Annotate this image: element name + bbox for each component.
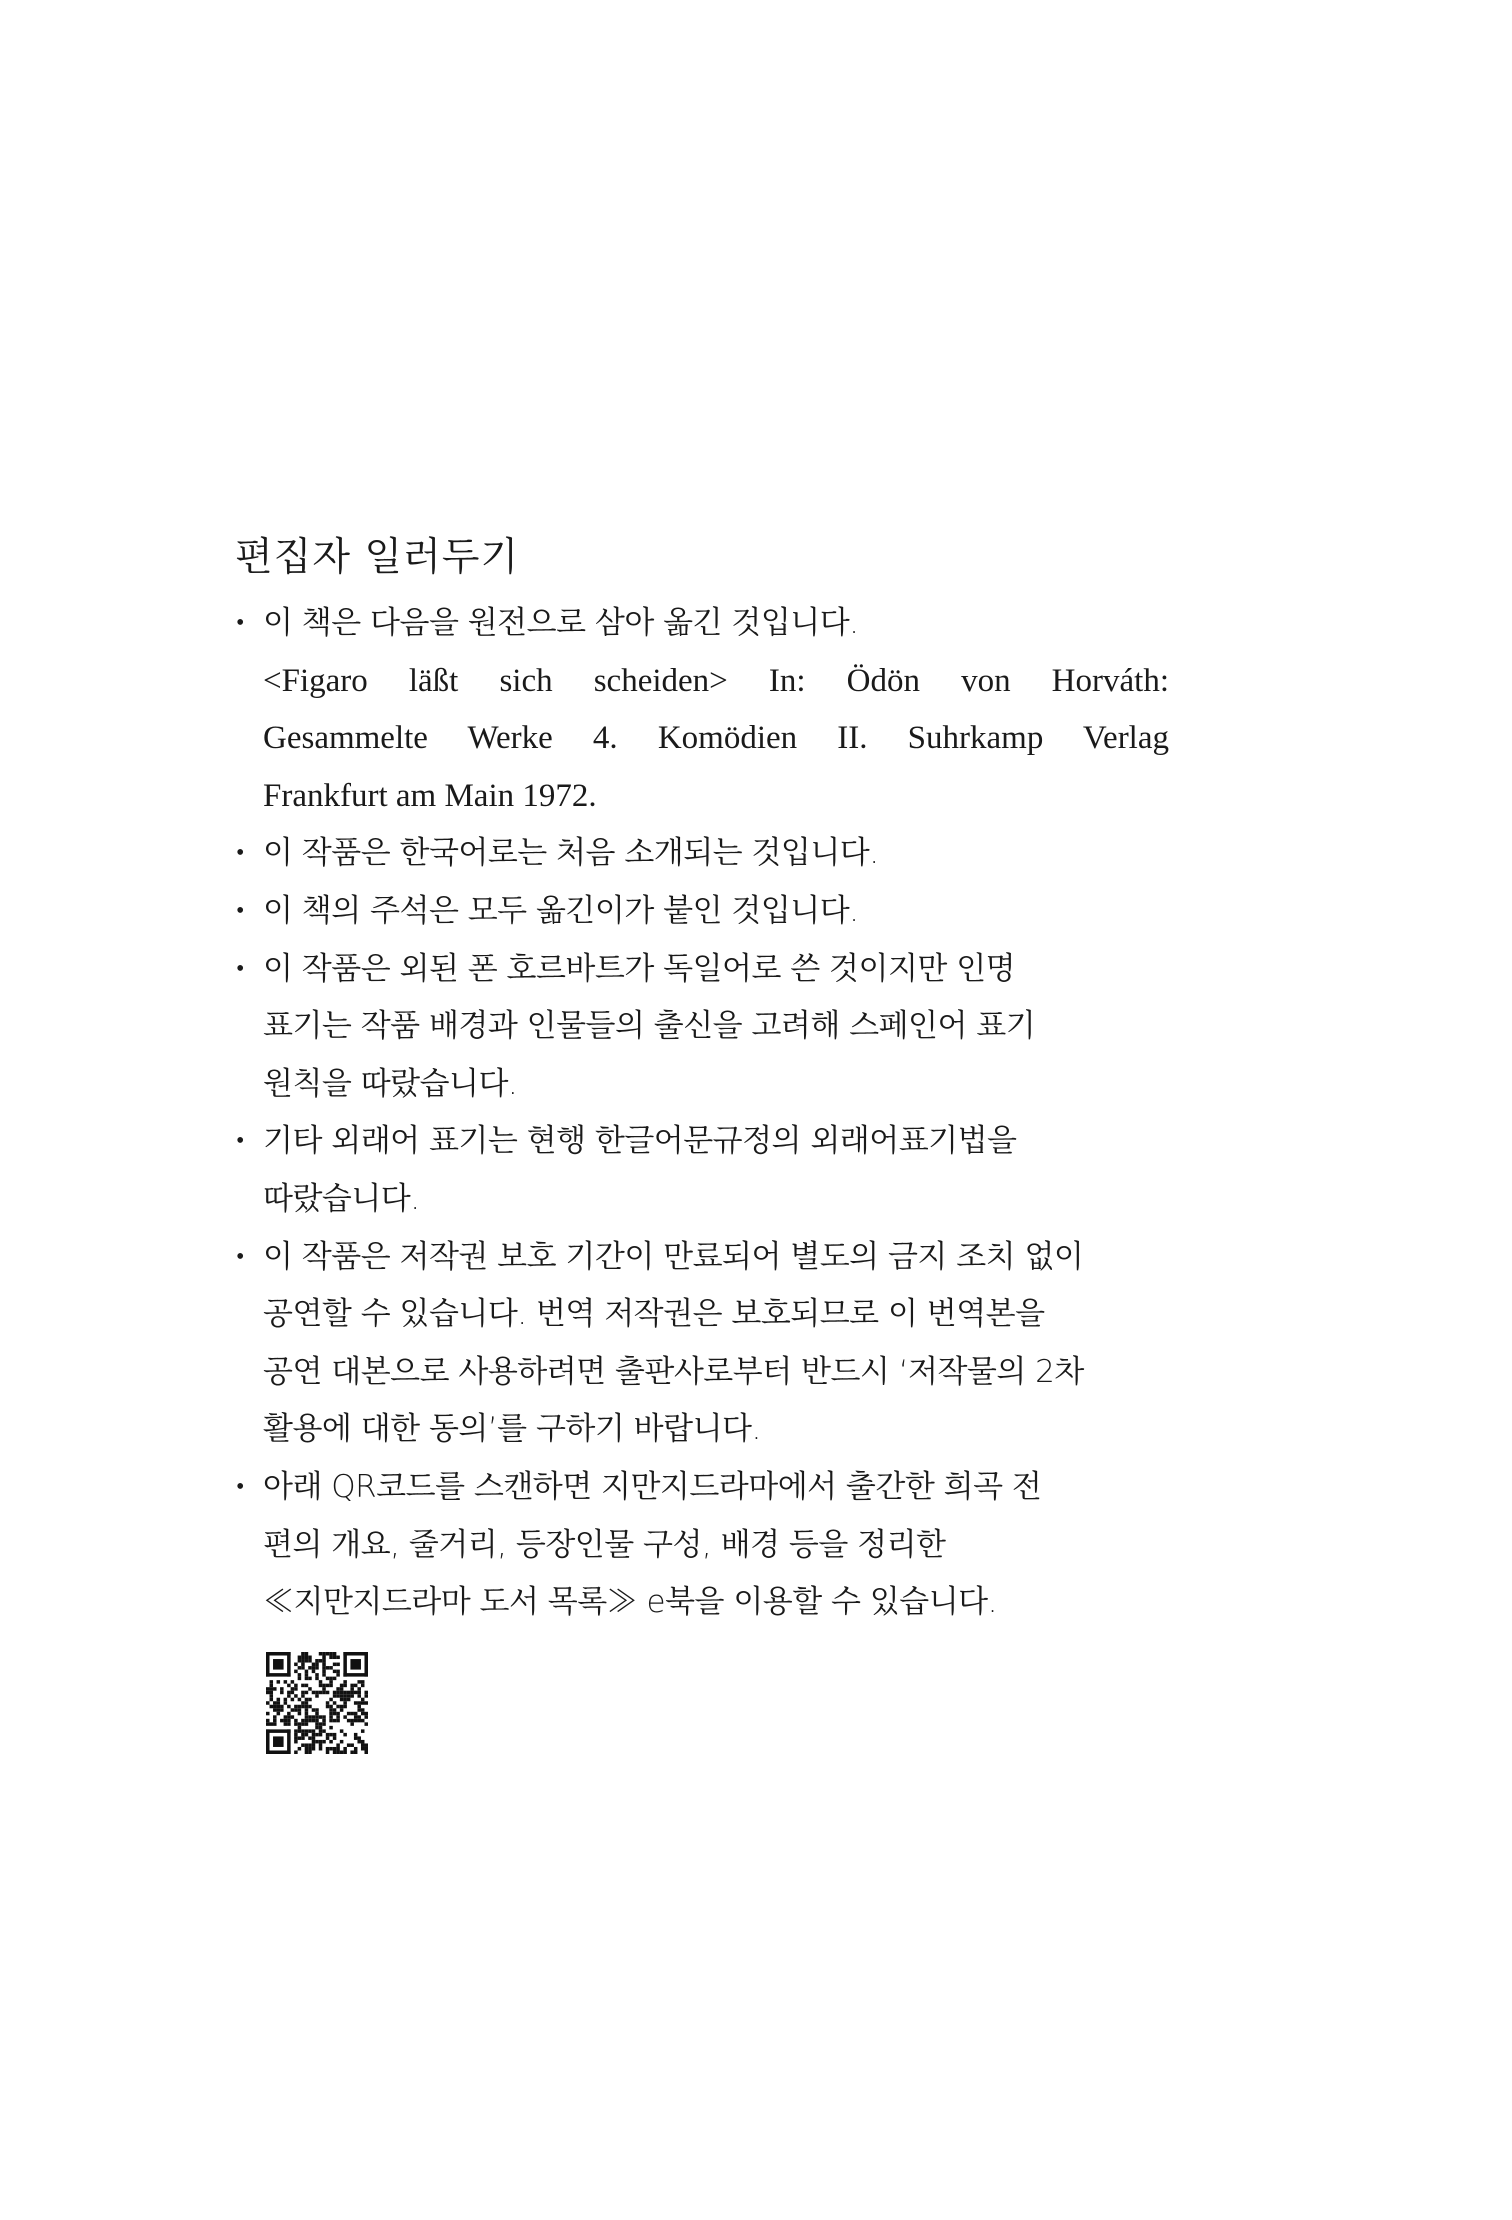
- note-line: 공연할 수 있습니다. 번역 저작권은 보호되므로 이 번역본을: [263, 1296, 1045, 1333]
- note-line: Frankfurt am Main 1972.: [263, 777, 597, 814]
- bullet-marker: •: [236, 1474, 245, 1500]
- bullet-marker: •: [236, 610, 245, 636]
- bullet-marker: •: [236, 1243, 245, 1270]
- bullet-marker: •: [236, 1128, 245, 1155]
- qr-code-icon: [266, 1652, 368, 1754]
- note-line: 기타 외래어 표기는 현행 한글어문규정의 외래어표기법을: [263, 1123, 1017, 1160]
- note-line: 이 작품은 외된 폰 호르바트가 독일어로 쓴 것이지만 인명: [263, 950, 1016, 987]
- note-line: 공연 대본으로 사용하려면 출판사로부터 반드시 ‘저작물의 2차: [263, 1353, 1084, 1390]
- note-line: 편의 개요, 줄거리, 등장인물 구성, 배경 등을 정리한: [263, 1526, 946, 1563]
- bullet-marker: •: [236, 898, 245, 924]
- page-title: 편집자 일러두기: [235, 535, 520, 581]
- note-line: 활용에 대한 동의’를 구하기 바랍니다.: [263, 1411, 761, 1448]
- bullet-marker: •: [236, 955, 245, 982]
- bullet-marker: •: [236, 840, 245, 867]
- note-line: Gesammelte Werke 4. Komödien II. Suhrkamp Verlag: [263, 720, 1169, 757]
- note-line: ≪지만지드라마 도서 목록≫ e북을 이용할 수 있습니다.: [263, 1584, 997, 1621]
- note-line: 이 작품은 저작권 보호 기간이 만료되어 별도의 금지 조치 없이: [263, 1238, 1084, 1275]
- note-line: 원칙을 따랐습니다.: [263, 1065, 518, 1102]
- note-line: 표기는 작품 배경과 인물들의 출신을 고려해 스페인어 표기: [263, 1008, 1036, 1045]
- note-line: 아래 QR코드를 스캔하면 지만지드라마에서 출간한 희곡 전: [263, 1469, 1042, 1505]
- note-line: <Figaro läßt sich scheiden> In: Ödön von Horváth:: [263, 662, 1169, 699]
- note-line: 이 책은 다음을 원전으로 삼아 옮긴 것입니다.: [263, 605, 859, 641]
- note-line: 이 작품은 한국어로는 처음 소개되는 것입니다.: [263, 835, 879, 872]
- note-line: 따랐습니다.: [263, 1181, 420, 1217]
- note-line: 이 책의 주석은 모두 옮긴이가 붙인 것입니다.: [263, 893, 859, 929]
